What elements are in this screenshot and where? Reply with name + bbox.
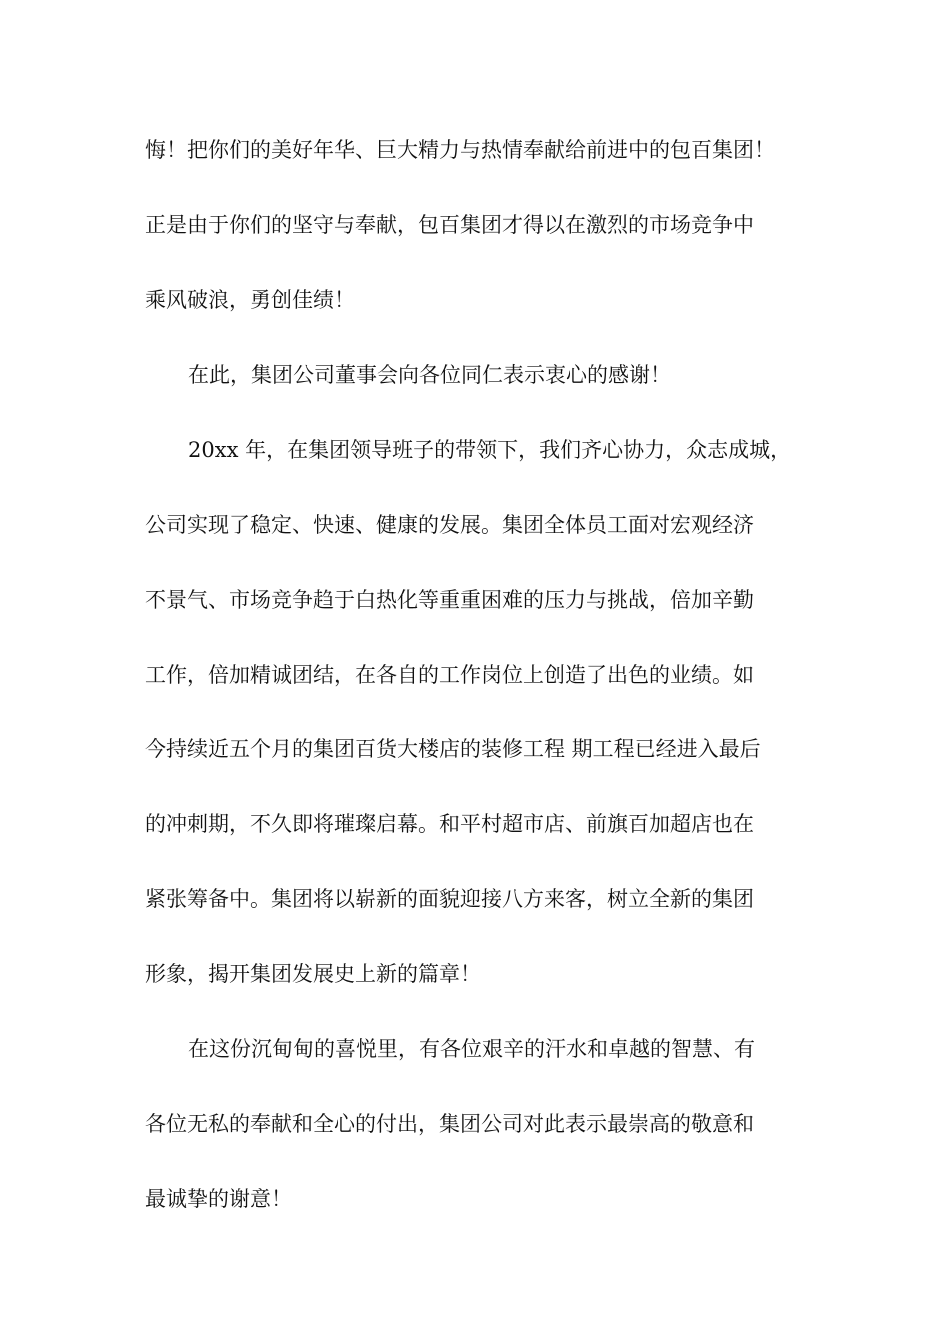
text-line: 工作，倍加精诚团结，在各自的工作岗位上创造了出色的业绩。如 xyxy=(145,663,754,687)
text-line: 今持续近五个月的集团百货大楼店的装修工程 期工程已经进入最后 xyxy=(145,737,761,761)
paragraph-start-line: 在这份沉甸甸的喜悦里，有各位艰辛的汗水和卓越的智慧、有 xyxy=(188,1037,755,1061)
text-line: 公司实现了稳定、快速、健康的发展。集团全体员工面对宏观经济 xyxy=(145,513,754,537)
paragraph-start-line: 20xx 年，在集团领导班子的带领下，我们齐心协力，众志成城， xyxy=(188,438,792,462)
text-line: 乘风破浪，勇创佳绩！ xyxy=(145,288,355,312)
text-line: 不景气、市场竞争趋于白热化等重重困难的压力与挑战，倍加辛勤 xyxy=(145,588,754,612)
text-line: 最诚挚的谢意！ xyxy=(145,1187,292,1211)
text-line: 的冲刺期，不久即将璀璨启幕。和平村超市店、前旗百加超店也在 xyxy=(145,812,754,836)
text-line: 形象，揭开集团发展史上新的篇章！ xyxy=(145,962,481,986)
text-line: 悔！把你们的美好年华、巨大精力与热情奉献给前进中的包百集团！ xyxy=(145,138,775,162)
text-line: 紧张筹备中。集团将以崭新的面貌迎接八方来客，树立全新的集团 xyxy=(145,887,754,911)
text-line: 各位无私的奉献和全心的付出，集团公司对此表示最崇高的敬意和 xyxy=(145,1112,754,1136)
paragraph-start-line: 在此，集团公司董事会向各位同仁表示衷心的感谢！ xyxy=(188,363,671,387)
text-line: 正是由于你们的坚守与奉献，包百集团才得以在激烈的市场竞争中 xyxy=(145,213,754,237)
